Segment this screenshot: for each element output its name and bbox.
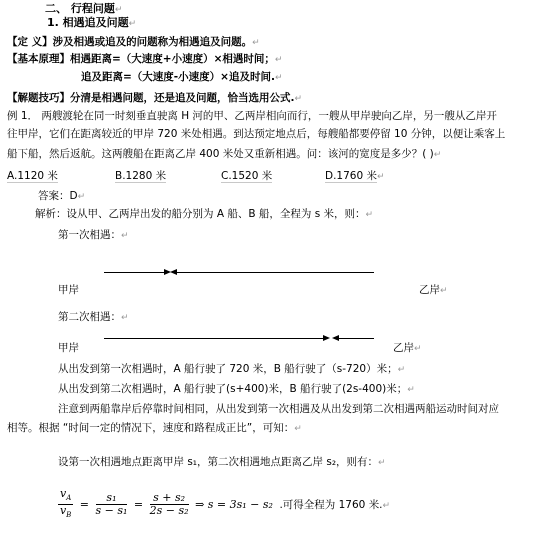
option-d: D.1760 米↵ xyxy=(325,170,385,182)
definition-text: 涉及相遇或追及的问题称为相遇追及问题。 xyxy=(52,36,253,48)
definition-label: 【定 义】 xyxy=(7,36,53,48)
definition-line: 【定 义】涉及相遇或追及的问题称为相遇追及问题。↵ xyxy=(7,36,260,48)
second-meet-arrow-b xyxy=(335,338,374,339)
equals-sign-2: = xyxy=(133,498,144,512)
first-meet-label: 第一次相遇：↵ xyxy=(58,229,129,241)
formula-conclusion: .可得全程为 1760 米.↵ xyxy=(279,499,391,512)
answer: 答案：D↵ xyxy=(38,190,86,202)
bank-a-1: 甲岸 xyxy=(58,284,79,296)
sub-title: 1. 相遇追及问题↵ xyxy=(47,16,137,29)
analysis-intro: 解析：设从甲、乙两岸出发的船分别为 A 船、B 船，全程为 s 米，则：↵ xyxy=(35,208,374,220)
calc-line-1: 从出发到第一次相遇时，A 船行驶了 720 米，B 船行驶了（s-720）米；↵ xyxy=(58,363,406,375)
principle-label: 【基本原理】 xyxy=(7,53,70,65)
second-meet-arrow-a xyxy=(104,338,326,339)
calc-line-2: 从出发到第二次相遇时，A 船行驶了(s+400)米，B 船行驶了(2s-400)米；↵ xyxy=(58,383,415,395)
first-meet-arrow-b xyxy=(173,272,374,273)
first-meet-arrowhead-b xyxy=(170,269,177,275)
section-title: 二、 行程问题↵ xyxy=(45,2,123,15)
principle-line-2: 追及距离=（大速度-小速度）×追及时间.↵ xyxy=(81,71,283,83)
fraction-s2: $\frac{\text{s + s₂}}{\text{2s − s₂}}$ xyxy=(149,491,189,518)
reason-line-2: 相等。根据 “时间一定的情况下，速度和路程成正比”，可知：↵ xyxy=(7,422,302,434)
principle-line-1: 【基本原理】相遇距离=（大速度+小速度）×相遇时间；↵ xyxy=(7,53,283,65)
equals-sign-1: = xyxy=(79,498,89,512)
bank-a-2: 甲岸 xyxy=(58,342,79,354)
example-line-3: 船下船，然后返航。这两艘船在距离乙岸 400 米处又重新相遇。问：该河的宽度是多少？( )↵ xyxy=(7,148,442,160)
setup-line: 设第一次相遇地点距离甲岸 s₁，第二次相遇地点距离乙岸 s₂，则有：↵ xyxy=(58,456,386,468)
bank-b-1: 乙岸↵ xyxy=(419,284,448,296)
bank-b-2: 乙岸↵ xyxy=(393,342,422,354)
fraction-s1: $\frac{\text{s₁}}{\text{s − s₁}}$ xyxy=(95,491,128,518)
fraction-va-vb: $\frac{v_A}{v_B}$ xyxy=(59,487,72,520)
technique-line: 【解题技巧】分清是相遇问题，还是追及问题，恰当选用公式.↵ xyxy=(7,92,303,104)
reason-line-1: 注意到两船靠岸后停靠时间相同，从出发到第一次相遇及从出发到第二次相遇两船运动时间对应 xyxy=(58,403,499,415)
implies-result: ⇒ s = 3s₁ − s₂ xyxy=(195,498,273,512)
second-meet-arrowhead-b xyxy=(332,335,339,341)
second-meet-label: 第二次相遇：↵ xyxy=(58,311,129,323)
example-line-1: 例 1． 两艘渡轮在同一时刻垂直驶离 H 河的甲、乙两岸相向而行，一艘从甲岸驶向乙岸，另一艘从乙岸开 xyxy=(7,110,497,122)
ratio-formula xyxy=(58,488,390,521)
option-c: C.1520 米 xyxy=(221,170,273,182)
example-line-2: 往甲岸，它们在距离较近的甲岸 720 米处相遇。到达预定地点后，每艘船都要停留 10 分钟，以便让乘客上 xyxy=(7,128,506,140)
option-b: B.1280 米 xyxy=(115,170,167,182)
first-meet-arrow-a xyxy=(104,272,167,273)
option-a: A.1120 米 xyxy=(7,170,58,182)
second-meet-arrowhead-a xyxy=(323,335,330,341)
technique-label: 【解题技巧】 xyxy=(7,92,70,104)
